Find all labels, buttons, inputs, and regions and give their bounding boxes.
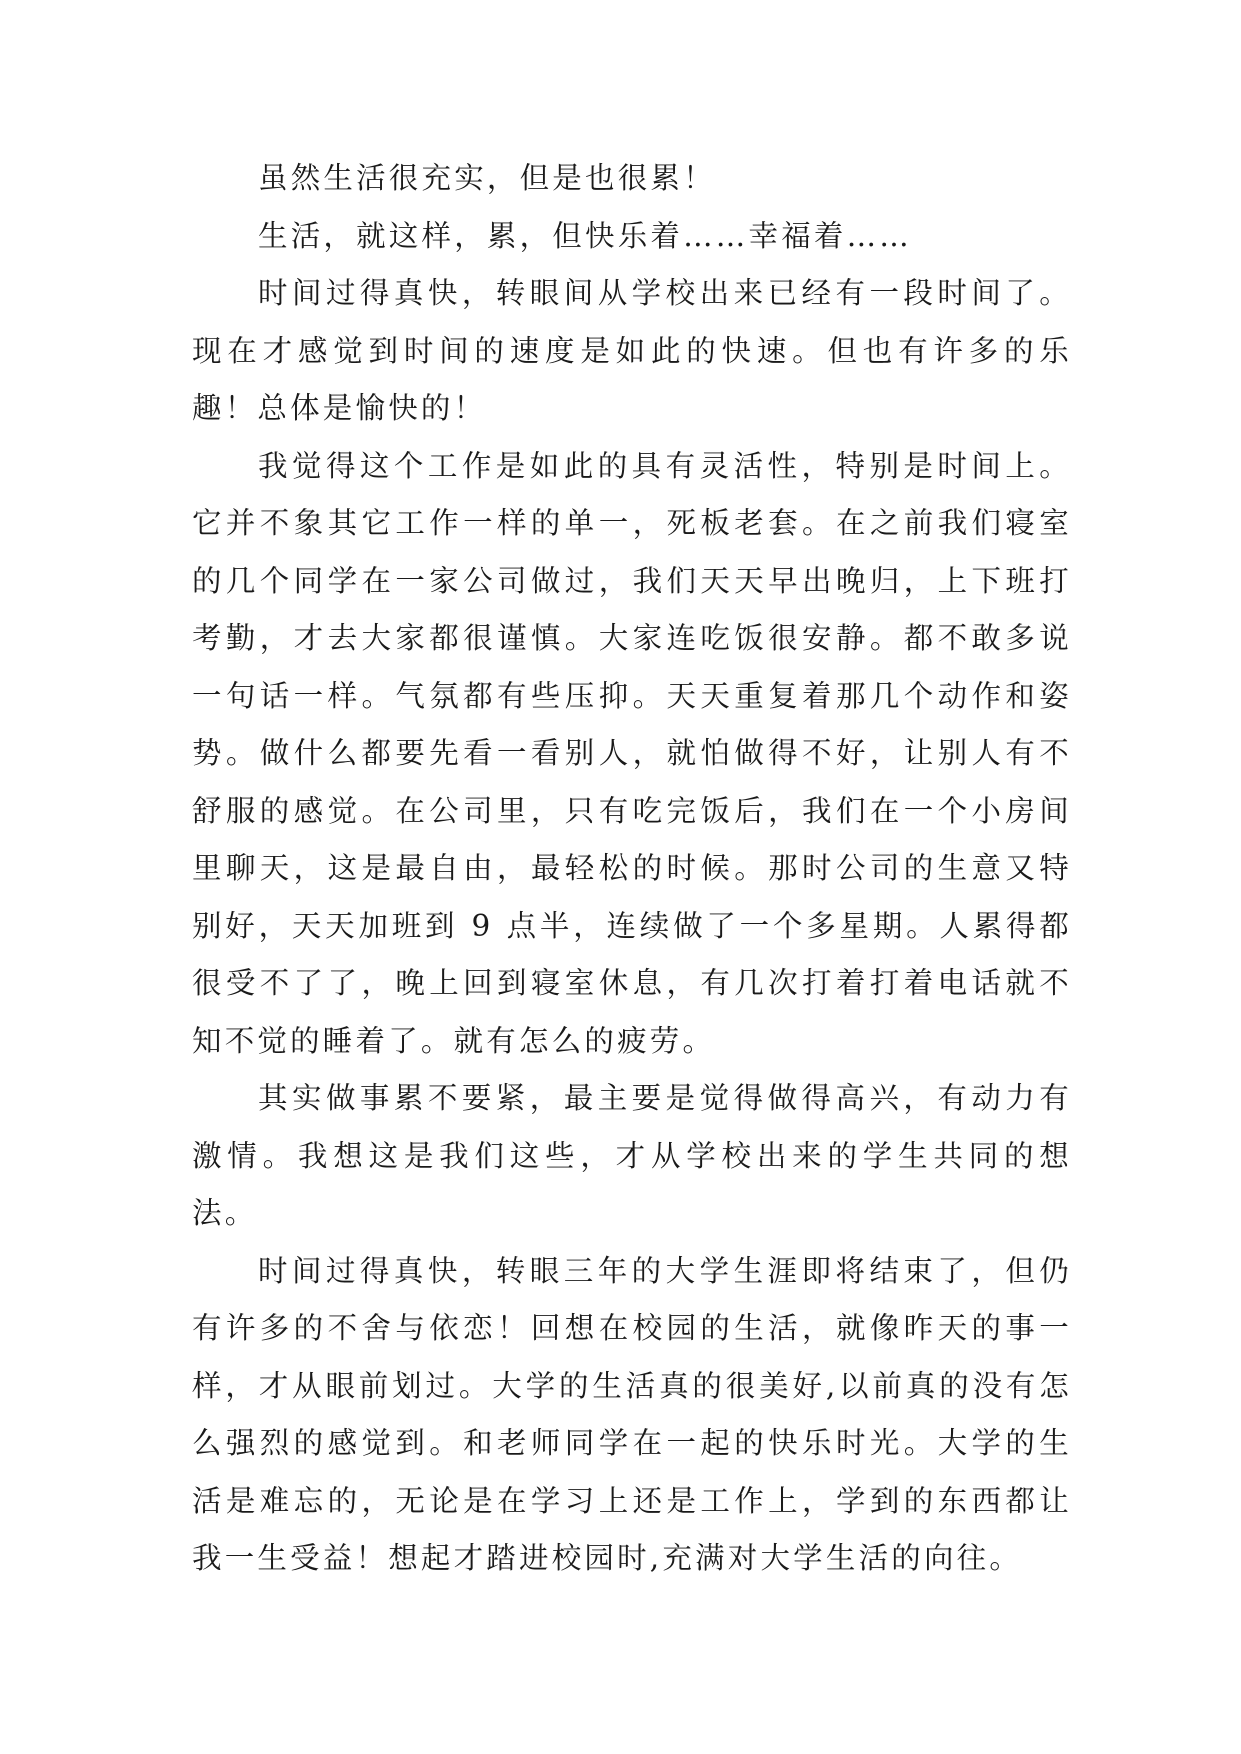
paragraph-3: 时间过得真快，转眼间从学校出来已经有一段时间了。现在才感觉到时间的速度是如此的快速。但也有许多的乐趣！总体是愉快的！ <box>192 276 1072 425</box>
paragraph-4: 我觉得这个工作是如此的具有灵活性，特别是时间上。它并不象其它工作一样的单一，死板老套。在之前我们寝室的几个同学在一家公司做过，我们天天早出晚归，上下班打考勤，才去大家都很谨慎。大家连吃饭很安静。都不敢多说一句话一样。气氛都有些压抑。天天重复着那几个动作和姿势。做什么都要先看一看别人，就怕做得不好，让别人有不舒服的感觉。在公司里，只有吃完饭后，我们在一个小房间里聊天，这是最自由，最轻松的时候。那时公司的生意又特别好，天天加班到 9 点半，连续做了一个多星期。人累得都很受不了了，晚上回到寝室休息，有几次打着打着电话就不知不觉的睡着了。就有怎么的疲劳。 <box>192 448 1072 1058</box>
paragraph-5: 其实做事累不要紧，最主要是觉得做得高兴，有动力有激情。我想这是我们这些，才从学校出来的学生共同的想法。 <box>192 1081 1072 1230</box>
paragraph-1: 虽然生活很充实，但是也很累！ <box>258 161 716 195</box>
paragraph-6: 时间过得真快，转眼三年的大学生涯即将结束了，但仍有许多的不舍与依恋！回想在校园的生活，就像昨天的事一样，才从眼前划过。大学的生活真的很美好,以前真的没有怎么强烈的感觉到。和老师同学在一起的快乐时光。大学的生活是难忘的，无论是在学习上还是工作上，学到的东西都让我一生受益！想起才踏进校园时,充满对大学生活的向往。 <box>192 1253 1072 1575</box>
paragraph-2: 生活，就这样，累，但快乐着……幸福着…… <box>258 218 913 253</box>
document-body <box>192 150 1072 1588</box>
